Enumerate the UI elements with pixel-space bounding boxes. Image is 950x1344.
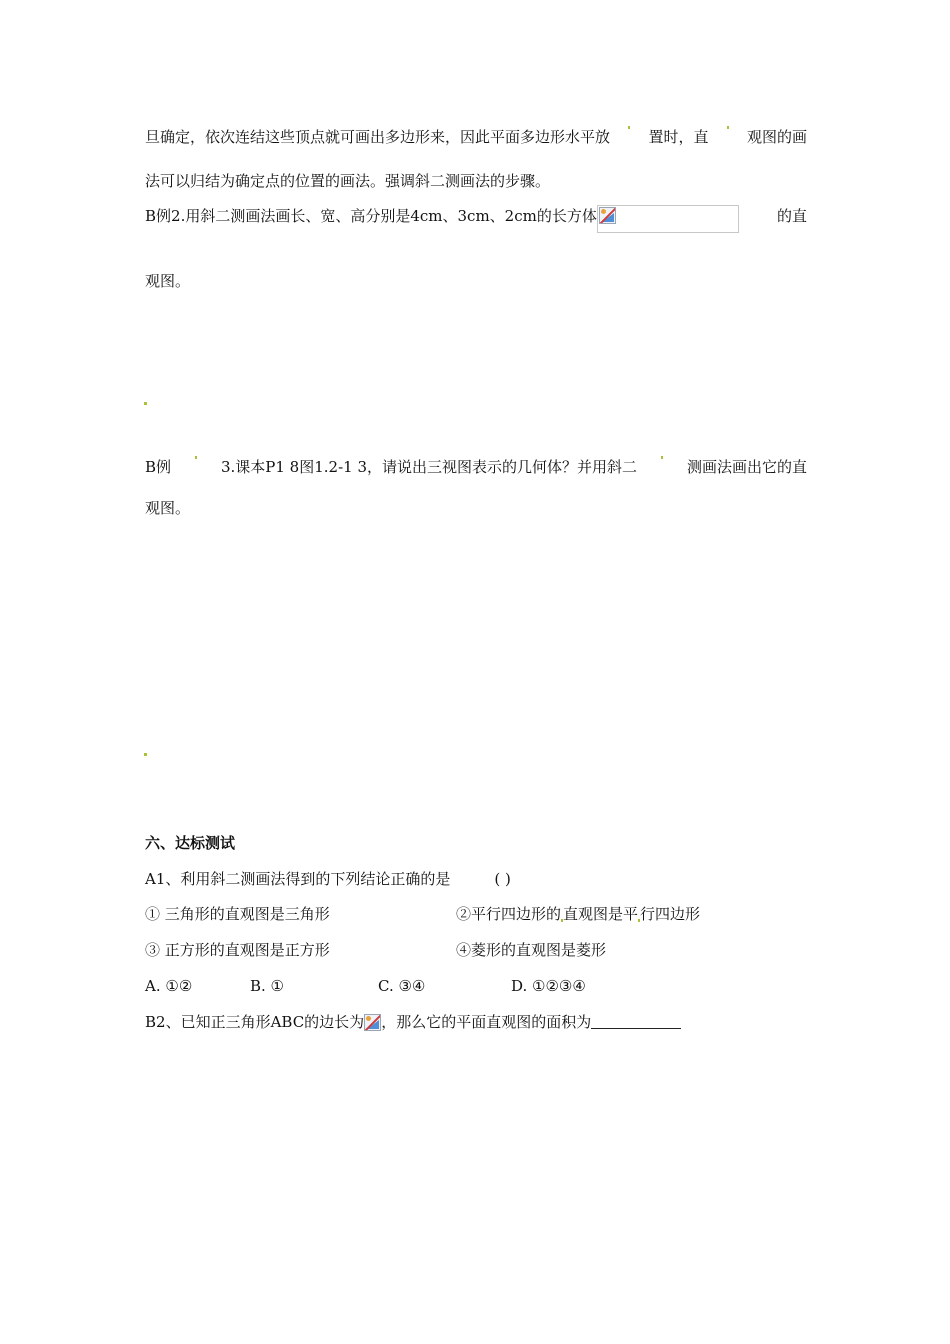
section-heading: 六、达标测试 <box>145 834 236 852</box>
example-2-text-end: 的直 <box>776 207 807 225</box>
example-3-line-1 <box>145 456 807 478</box>
statement-2-part-2: 直观图是平 <box>563 905 639 923</box>
statement-4: ④菱形的直观图是菱形 <box>456 941 607 959</box>
intro-paragraph-line-2: 法可以归结为确定点的位置的画法。强调斜二测画法的步骤。 <box>145 172 551 190</box>
example-3-line-2: 观图。 <box>145 499 191 517</box>
intro-text-part-3: 观图的画 <box>746 128 807 146</box>
option-a: A. ①② <box>145 977 193 995</box>
statement-1: ① 三角形的直观图是三角形 <box>145 905 330 923</box>
statement-2-part-3: 行四边形 <box>640 905 701 923</box>
marker-icon <box>144 753 147 756</box>
marker-icon <box>144 402 147 405</box>
marker-icon <box>727 126 729 129</box>
statement-2 <box>456 903 700 925</box>
example-2-text: B例2.用斜二测画法画长、宽、高分别是4cm、3cm、2cm的长方体 <box>145 207 597 225</box>
image-placeholder-frame <box>597 205 739 233</box>
option-c: C. ③④ <box>378 977 426 995</box>
example-2-line-2: 观图。 <box>145 272 191 290</box>
option-b: B. ① <box>250 977 285 995</box>
question-1-prompt-row <box>145 868 511 890</box>
statement-3: ③ 正方形的直观图是正方形 <box>145 941 330 959</box>
answer-blank[interactable] <box>591 1012 681 1029</box>
example-2-line-1 <box>145 205 807 233</box>
question-2-text-end: ，那么它的平面直观图的面积为 <box>381 1013 592 1031</box>
broken-image-icon <box>599 207 616 224</box>
example-3-text-part-1: B例 <box>145 458 172 476</box>
intro-text-part-2: 置时，直 <box>648 128 709 146</box>
option-d: D. ①②③④ <box>511 977 586 995</box>
question-2-row <box>145 1011 681 1033</box>
marker-icon <box>628 126 630 129</box>
statement-2-part-1: ②平行四边形的 <box>456 905 562 923</box>
intro-text-part-1: 旦确定，依次连结这些顶点就可画出多边形来，因此平面多边形水平放 <box>145 128 611 146</box>
question-1-prompt: A1、利用斜二测画法得到的下列结论正确的是 <box>145 870 451 888</box>
intro-paragraph-line-1 <box>145 126 807 148</box>
marker-icon <box>661 456 663 459</box>
question-2-text: B2、已知正三角形ABC的边长为 <box>145 1013 365 1031</box>
example-3-text-part-3: 测画法画出它的直 <box>686 458 807 476</box>
marker-icon <box>195 456 197 459</box>
broken-image-icon <box>364 1014 381 1031</box>
example-3-text-part-2: 3.课本P1 8图1.2-1 3，请说出三视图表示的几何体？并用斜二 <box>220 458 638 476</box>
answer-parentheses: ( ) <box>494 870 511 888</box>
